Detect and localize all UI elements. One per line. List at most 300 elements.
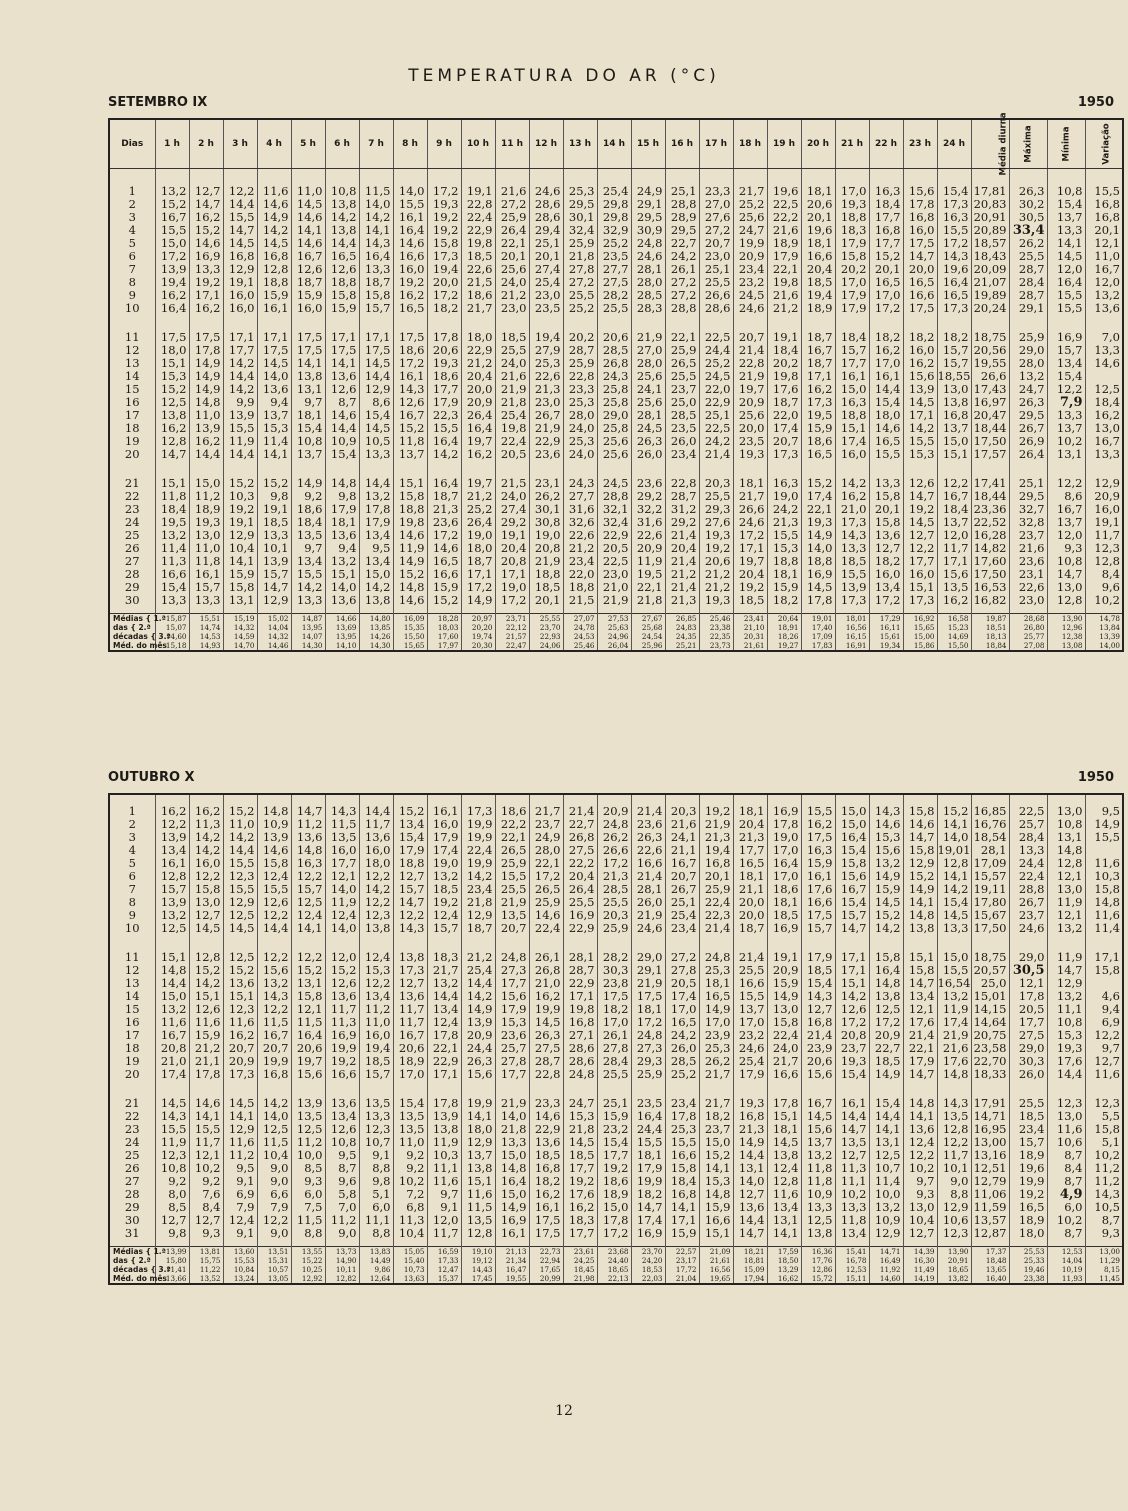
value-cell: 19,3 [733, 448, 767, 461]
value-cell: 17,5 [529, 1214, 563, 1227]
value-cell: 15,8 [223, 581, 257, 594]
value-cell: 11,4 [869, 1175, 903, 1188]
value-cell: 12,6 [393, 396, 427, 409]
day-cell: 23 [109, 503, 155, 516]
value-cell: 22,9 [563, 977, 597, 990]
value-cell: 23,5 [631, 1097, 665, 1110]
average-cell: 16,40 [971, 1274, 1009, 1284]
value-cell: 24,5 [631, 422, 665, 435]
value-cell: 17,9 [835, 237, 869, 250]
value-cell: 16,7 [665, 857, 699, 870]
value-cell: 12,2 [291, 870, 325, 883]
value-cell: 18,8 [563, 581, 597, 594]
value-cell: 10,2 [1047, 1214, 1085, 1227]
value-cell: 20,24 [971, 302, 1009, 315]
column-header [1047, 119, 1085, 169]
value-cell: 25,5 [563, 289, 597, 302]
value-cell: 14,8 [699, 1188, 733, 1201]
value-cell: 17,0 [393, 1068, 427, 1081]
value-cell: 28,6 [529, 211, 563, 224]
value-cell: 24,8 [699, 951, 733, 964]
value-cell: 15,4 [1047, 370, 1085, 383]
value-cell: 18,5 [257, 516, 291, 529]
value-cell: 12,5 [291, 896, 325, 909]
value-cell: 11,1 [427, 1162, 461, 1175]
value-cell: 19,5 [631, 568, 665, 581]
average-cell: 17,09 [801, 632, 835, 641]
value-cell: 17,3 [767, 448, 801, 461]
value-cell: 19,2 [699, 542, 733, 555]
value-cell: 13,4 [291, 555, 325, 568]
value-cell: 13,16 [971, 1149, 1009, 1162]
value-cell: 23,4 [1009, 1123, 1047, 1136]
value-cell: 25,0 [971, 977, 1009, 990]
value-cell: 20,0 [733, 422, 767, 435]
value-cell: 14,3 [155, 1110, 189, 1123]
value-cell: 17,7 [427, 383, 461, 396]
value-cell: 15,8 [767, 1016, 801, 1029]
value-cell: 14,6 [189, 1097, 223, 1110]
value-cell: 18,4 [767, 344, 801, 357]
value-cell: 16,2 [801, 818, 835, 831]
value-cell: 17,1 [1085, 951, 1123, 964]
value-cell: 20,7 [733, 331, 767, 344]
value-cell: 18,2 [767, 594, 801, 607]
value-cell: 16,7 [257, 1029, 291, 1042]
value-cell: 13,5 [393, 1123, 427, 1136]
value-cell: 24,1 [631, 383, 665, 396]
value-cell: 16,1 [835, 370, 869, 383]
value-cell: 22,7 [869, 1042, 903, 1055]
value-cell: 14,0 [257, 1110, 291, 1123]
value-cell: 15,6 [869, 844, 903, 857]
value-cell: 14,2 [359, 211, 393, 224]
value-cell: 18,1 [631, 1149, 665, 1162]
value-cell: 20,5 [495, 448, 529, 461]
column-header: 15 h [631, 119, 665, 169]
value-cell: 18,8 [835, 409, 869, 422]
value-cell: 15,3 [699, 1175, 733, 1188]
value-cell: 15,3 [563, 1110, 597, 1123]
value-cell: 18,1 [767, 896, 801, 909]
value-cell: 13,2 [1085, 289, 1123, 302]
value-cell: 14,7 [1047, 568, 1085, 581]
value-cell: 23,4 [461, 883, 495, 896]
value-cell: 15,2 [393, 805, 427, 818]
value-cell: 13,4 [359, 990, 393, 1003]
value-cell: 20,9 [733, 250, 767, 263]
value-cell: 27,8 [665, 964, 699, 977]
value-cell: 13,4 [359, 529, 393, 542]
average-cell: 20,99 [529, 1274, 563, 1284]
value-cell: 20,6 [801, 1055, 835, 1068]
value-cell: 29,3 [631, 1055, 665, 1068]
value-cell: 13,0 [937, 383, 971, 396]
value-cell: 12,2 [393, 909, 427, 922]
day-cell: 22 [109, 490, 155, 503]
value-cell: 9,1 [223, 1175, 257, 1188]
value-cell: 20,1 [1085, 224, 1123, 237]
value-cell: 12,4 [903, 1136, 937, 1149]
value-cell: 13,0 [903, 1201, 937, 1214]
value-cell: 17,9 [767, 250, 801, 263]
value-cell: 17,8 [665, 1110, 699, 1123]
value-cell: 26,3 [1009, 185, 1047, 198]
value-cell: 26,5 [665, 357, 699, 370]
average-cell: 22,57 [665, 1247, 699, 1257]
value-cell: 14,2 [223, 383, 257, 396]
value-cell: 17,8 [903, 198, 937, 211]
value-cell: 27,5 [597, 276, 631, 289]
average-cell: 16,36 [801, 1247, 835, 1257]
column-header-label: Média diurna [997, 112, 1008, 176]
value-cell: 19,5 [155, 516, 189, 529]
value-cell: 19,4 [529, 331, 563, 344]
average-cell: 14,30 [291, 641, 325, 651]
value-cell: 18,5 [801, 964, 835, 977]
value-cell: 15,4 [325, 448, 359, 461]
value-cell: 14,5 [767, 1136, 801, 1149]
value-cell: 22,9 [427, 1055, 461, 1068]
value-cell: 28,2 [597, 289, 631, 302]
value-cell: 10,8 [155, 1162, 189, 1175]
value-cell: 22,8 [733, 357, 767, 370]
value-cell: 18,5 [869, 1055, 903, 1068]
day-cell: 26 [109, 1162, 155, 1175]
value-cell: 14,6 [903, 818, 937, 831]
value-cell: 16,2 [189, 805, 223, 818]
value-cell: 14,2 [291, 581, 325, 594]
day-cell: 17 [109, 1029, 155, 1042]
value-cell: 12,2 [1047, 383, 1085, 396]
averages-label: Médias { 1.ª [109, 1247, 155, 1257]
averages-label: Méd. do mês [109, 1274, 155, 1284]
value-cell: 18,3 [427, 951, 461, 964]
day-cell: 14 [109, 990, 155, 1003]
average-cell: 22,12 [495, 623, 529, 632]
value-cell: 18,0 [461, 542, 495, 555]
value-cell: 16,5 [393, 302, 427, 315]
value-cell: 15,8 [1085, 964, 1123, 977]
value-cell: 15,7 [359, 302, 393, 315]
value-cell: 14,3 [393, 922, 427, 935]
value-cell: 11,2 [1085, 1175, 1123, 1188]
value-cell: 19,11 [971, 883, 1009, 896]
value-cell: 14,7 [903, 831, 937, 844]
value-cell: 25,2 [665, 1068, 699, 1081]
value-cell: 13,8 [393, 951, 427, 964]
value-cell: 13,00 [971, 1136, 1009, 1149]
value-cell: 19,1 [1085, 516, 1123, 529]
value-cell: 17,5 [631, 990, 665, 1003]
value-cell: 24,6 [1009, 922, 1047, 935]
value-cell: 22,1 [631, 581, 665, 594]
value-cell: 18,6 [427, 370, 461, 383]
value-cell: 16,6 [325, 1068, 359, 1081]
value-cell: 17,5 [597, 990, 631, 1003]
value-cell: 15,2 [869, 250, 903, 263]
average-cell: 15,80 [155, 1256, 189, 1265]
value-cell: 11,1 [835, 1175, 869, 1188]
value-cell: 9,6 [1085, 581, 1123, 594]
value-cell: 14,4 [223, 844, 257, 857]
averages-label: Médias { 1.ª [109, 614, 155, 624]
value-cell: 16,7 [291, 250, 325, 263]
value-cell: 19,3 [427, 357, 461, 370]
value-cell: 16,7 [937, 490, 971, 503]
value-cell: 17,5 [903, 237, 937, 250]
value-cell: 15,5 [223, 422, 257, 435]
value-cell: 15,57 [971, 870, 1009, 883]
value-cell: 26,4 [495, 224, 529, 237]
average-cell: 20,97 [461, 614, 495, 624]
value-cell: 19,89 [971, 289, 1009, 302]
value-cell: 14,3 [257, 990, 291, 1003]
value-cell: 15,2 [937, 805, 971, 818]
value-cell: 18,2 [427, 302, 461, 315]
value-cell: 18,1 [733, 870, 767, 883]
value-cell: 13,2 [257, 977, 291, 990]
value-cell: 11,8 [189, 555, 223, 568]
value-cell: 20,4 [461, 370, 495, 383]
value-cell: 9,7 [903, 1175, 937, 1188]
value-cell: 11,2 [1085, 1162, 1123, 1175]
average-cell: 24,25 [563, 1256, 597, 1265]
average-cell: 13,39 [1085, 632, 1123, 641]
average-cell: 26,04 [597, 641, 631, 651]
value-cell: 27,0 [699, 198, 733, 211]
value-cell: 13,3 [937, 922, 971, 935]
value-cell: 20,8 [495, 555, 529, 568]
value-cell: 24,4 [461, 1042, 495, 1055]
value-cell: 17,41 [971, 477, 1009, 490]
value-cell: 29,0 [631, 951, 665, 964]
value-cell: 12,6 [325, 1123, 359, 1136]
value-cell: 12,7 [189, 185, 223, 198]
value-cell: 10,0 [291, 1149, 325, 1162]
value-cell: 16,1 [427, 805, 461, 818]
average-cell: 17,59 [767, 1247, 801, 1257]
value-cell: 15,5 [393, 198, 427, 211]
value-cell: 17,1 [189, 289, 223, 302]
value-cell: 24,8 [631, 237, 665, 250]
value-cell: 16,2 [393, 289, 427, 302]
average-cell: 24,40 [597, 1256, 631, 1265]
table-row [109, 1227, 1123, 1240]
value-cell: 14,9 [189, 383, 223, 396]
value-cell: 17,2 [631, 1016, 665, 1029]
value-cell: 13,1 [291, 977, 325, 990]
value-cell: 16,7 [1085, 263, 1123, 276]
value-cell: 13,3 [257, 529, 291, 542]
value-cell: 21,5 [461, 276, 495, 289]
value-cell: 18,7 [733, 922, 767, 935]
value-cell: 12,5 [869, 1003, 903, 1016]
value-cell: 15,1 [189, 990, 223, 1003]
value-cell: 21,2 [699, 581, 733, 594]
day-cell: 11 [109, 331, 155, 344]
value-cell: 18,2 [699, 1110, 733, 1123]
value-cell: 22,9 [597, 529, 631, 542]
value-cell: 18,6 [393, 344, 427, 357]
value-cell: 17,7 [1009, 1016, 1047, 1029]
value-cell: 15,5 [1085, 831, 1123, 844]
value-cell: 15,6 [835, 870, 869, 883]
value-cell: 12,6 [291, 263, 325, 276]
average-cell: 18,91 [767, 623, 801, 632]
column-header: 22 h [869, 119, 903, 169]
value-cell: 20,5 [665, 977, 699, 990]
value-cell: 15,5 [155, 1123, 189, 1136]
value-cell: 17,0 [869, 289, 903, 302]
average-cell: 16,91 [835, 641, 869, 651]
value-cell: 11,5 [325, 818, 359, 831]
value-cell: 18,5 [529, 1149, 563, 1162]
value-cell: 29,1 [631, 198, 665, 211]
average-cell: 13,29 [767, 1265, 801, 1274]
value-cell: 24,5 [597, 477, 631, 490]
value-cell: 16,4 [835, 831, 869, 844]
value-cell: 16,2 [529, 990, 563, 1003]
day-cell: 5 [109, 237, 155, 250]
value-cell: 26,3 [461, 1055, 495, 1068]
value-cell: 23,4 [563, 555, 597, 568]
value-cell: 19,2 [427, 211, 461, 224]
value-cell: 12,5 [223, 909, 257, 922]
value-cell: 13,9 [291, 1097, 325, 1110]
value-cell: 12,2 [155, 818, 189, 831]
average-cell: 18,48 [971, 1256, 1009, 1265]
value-cell: 32,4 [563, 224, 597, 237]
value-cell: 13,3 [291, 594, 325, 607]
value-cell: 13,3 [1085, 448, 1123, 461]
value-cell: 15,3 [155, 370, 189, 383]
averages-label: das { 2.ª [109, 623, 155, 632]
value-cell: 17,3 [937, 302, 971, 315]
value-cell: 28,7 [563, 344, 597, 357]
value-cell: 17,4 [937, 1016, 971, 1029]
value-cell: 11,6 [461, 1188, 495, 1201]
value-cell: 28,4 [1009, 831, 1047, 844]
value-cell: 21,7 [767, 1055, 801, 1068]
value-cell: 17,6 [563, 1188, 597, 1201]
value-cell: 17,3 [393, 964, 427, 977]
value-cell: 9,3 [1047, 542, 1085, 555]
value-cell: 13,8 [903, 922, 937, 935]
value-cell: 21,4 [665, 581, 699, 594]
value-cell: 13,5 [495, 909, 529, 922]
value-cell: 13,0 [1085, 422, 1123, 435]
average-cell: 13,90 [1047, 614, 1085, 624]
value-cell: 24,9 [631, 185, 665, 198]
value-cell: 14,7 [223, 224, 257, 237]
value-cell: 11,5 [257, 1016, 291, 1029]
value-cell: 15,0 [189, 477, 223, 490]
value-cell: 17,4 [631, 1214, 665, 1227]
value-cell: 19,1 [461, 185, 495, 198]
value-cell: 21,4 [563, 805, 597, 818]
value-cell: 18,1 [733, 477, 767, 490]
value-cell: 26,3 [1009, 396, 1047, 409]
value-cell: 26,6 [971, 370, 1009, 383]
value-cell: 9,1 [359, 1149, 393, 1162]
value-cell: 14,5 [529, 1016, 563, 1029]
average-cell: 27,67 [631, 614, 665, 624]
value-cell: 20,2 [835, 263, 869, 276]
value-cell: 18,44 [971, 422, 1009, 435]
value-cell: 26,6 [733, 503, 767, 516]
value-cell: 16,0 [223, 302, 257, 315]
value-cell: 14,4 [733, 1149, 767, 1162]
value-cell: 24,4 [1009, 857, 1047, 870]
value-cell: 15,3 [903, 448, 937, 461]
value-cell: 13,8 [325, 224, 359, 237]
value-cell: 15,0 [495, 1149, 529, 1162]
value-cell: 25,2 [733, 198, 767, 211]
value-cell: 14,1 [223, 555, 257, 568]
value-cell: 18,0 [461, 1123, 495, 1136]
value-cell: 22,5 [767, 198, 801, 211]
average-cell: 23,71 [495, 614, 529, 624]
value-cell: 18,2 [869, 331, 903, 344]
value-cell: 15,5 [1085, 185, 1123, 198]
value-cell: 17,1 [461, 568, 495, 581]
value-cell: 12,8 [937, 857, 971, 870]
value-cell: 15,4 [801, 977, 835, 990]
value-cell: 10,4 [393, 1227, 427, 1240]
value-cell: 26,0 [631, 448, 665, 461]
value-cell: 12,2 [903, 1149, 937, 1162]
value-cell: 19,4 [427, 263, 461, 276]
value-cell: 19,9 [325, 1042, 359, 1055]
value-cell: 20,9 [223, 1055, 257, 1068]
value-cell: 10,8 [1047, 1016, 1085, 1029]
value-cell: 12,3 [359, 1123, 393, 1136]
average-cell: 16,78 [835, 1256, 869, 1265]
value-cell: 17,3 [903, 594, 937, 607]
value-cell: 18,6 [767, 883, 801, 896]
average-cell: 19,65 [699, 1274, 733, 1284]
value-cell: 15,1 [155, 357, 189, 370]
value-cell: 8,5 [155, 1201, 189, 1214]
value-cell: 28,0 [631, 276, 665, 289]
value-cell: 17,1 [937, 555, 971, 568]
value-cell: 15,7 [427, 922, 461, 935]
value-cell: 14,8 [257, 805, 291, 818]
value-cell: 13,1 [767, 1214, 801, 1227]
value-cell: 14,5 [359, 422, 393, 435]
value-cell: 11,2 [291, 1136, 325, 1149]
value-cell: 18,3 [835, 224, 869, 237]
value-cell: 20,7 [495, 922, 529, 935]
value-cell: 11,9 [631, 555, 665, 568]
value-cell: 5,8 [325, 1188, 359, 1201]
value-cell: 27,8 [495, 1055, 529, 1068]
value-cell: 17,1 [665, 1214, 699, 1227]
value-cell: 19,6 [937, 263, 971, 276]
value-cell: 22,6 [529, 370, 563, 383]
value-cell: 22,6 [563, 529, 597, 542]
value-cell: 21,9 [495, 383, 529, 396]
value-cell: 7,9 [257, 1201, 291, 1214]
average-cell: 18,03 [427, 623, 461, 632]
value-cell: 20,7 [665, 870, 699, 883]
day-cell: 25 [109, 1149, 155, 1162]
value-cell: 32,8 [1009, 516, 1047, 529]
value-cell: 28,0 [1009, 357, 1047, 370]
value-cell: 16,6 [155, 568, 189, 581]
value-cell: 25,9 [631, 1068, 665, 1081]
